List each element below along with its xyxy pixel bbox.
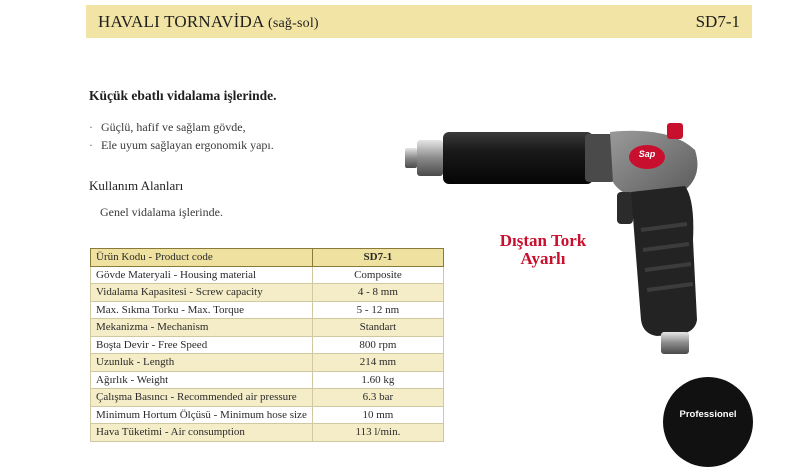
table-row (91, 266, 444, 284)
torque-note (488, 232, 598, 268)
spec-table (90, 248, 444, 442)
row-value: Standart (312, 319, 443, 337)
row-label: Vidalama Kapasitesi - Screw capacity (91, 284, 313, 302)
row-label: Gövde Materyali - Housing material (91, 266, 313, 284)
title-sub: (sağ-sol) (267, 16, 319, 31)
row-value: 800 rpm (312, 336, 443, 354)
row-value: Composite (312, 266, 443, 284)
header-value: SD7-1 (312, 249, 443, 267)
intro-text: Küçük ebatlı vidalama işlerinde. (89, 88, 277, 103)
bullet-icon: · (89, 138, 93, 152)
row-value: 4 - 8 mm (312, 284, 443, 302)
table-row (91, 424, 444, 442)
page-title (98, 12, 319, 32)
feature-list (89, 118, 274, 154)
row-label: Ağırlık - Weight (91, 371, 313, 389)
row-label: Çalışma Basıncı - Recommended air pressure (91, 389, 313, 407)
row-label: Uzunluk - Length (91, 354, 313, 372)
row-label: Mekanizma - Mechanism (91, 319, 313, 337)
badge-label: Professionel (679, 409, 737, 420)
torque-line-1: Dıştan Tork (499, 231, 587, 250)
table-row (91, 389, 444, 407)
feature-item (89, 136, 274, 154)
row-value: 6.3 bar (312, 389, 443, 407)
table-header-row (91, 249, 444, 267)
row-label: Hava Tüketimi - Air consumption (91, 424, 313, 442)
row-value: 214 mm (312, 354, 443, 372)
table-row (91, 319, 444, 337)
feature-text: Güçlü, hafif ve sağlam gövde, (101, 120, 246, 134)
table-row (91, 354, 444, 372)
usage-heading: Kullanım Alanları (89, 178, 184, 193)
table-row (91, 406, 444, 424)
row-value: 113 l/min. (312, 424, 443, 442)
product-code: SD7-1 (695, 12, 740, 31)
table-row (91, 371, 444, 389)
header-bar (86, 5, 752, 38)
header-label: Ürün Kodu - Product code (91, 249, 313, 267)
row-value: 5 - 12 nm (312, 301, 443, 319)
usage-text: Genel vidalama işlerinde. (100, 205, 223, 219)
title-main: HAVALI TORNAVİDA (98, 12, 264, 31)
table-row (91, 336, 444, 354)
tool-logo: Sap (638, 149, 656, 159)
row-label: Boşta Devir - Free Speed (91, 336, 313, 354)
row-value: 10 mm (312, 406, 443, 424)
row-label: Max. Sıkma Torku - Max. Torque (91, 301, 313, 319)
feature-text: Ele uyum sağlayan ergonomik yapı. (101, 138, 274, 152)
row-value: 1.60 kg (312, 371, 443, 389)
feature-item (89, 118, 274, 136)
table-row (91, 284, 444, 302)
torque-line-2: Ayarlı (520, 249, 566, 268)
bullet-icon: · (89, 120, 93, 134)
table-row (91, 301, 444, 319)
row-label: Minimum Hortum Ölçüsü - Minimum hose size (91, 406, 313, 424)
